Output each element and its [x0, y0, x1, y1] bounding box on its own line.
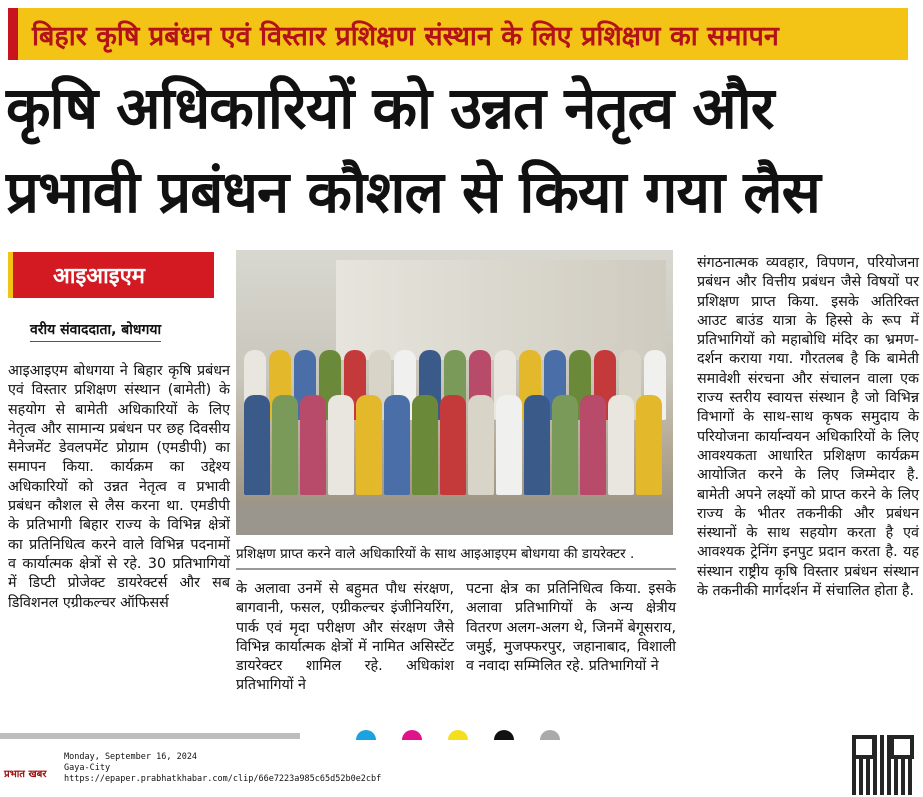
- cyan-mark: [356, 730, 376, 740]
- publisher-logo: प्रभात खबर: [4, 769, 47, 780]
- person-figure: [524, 395, 550, 495]
- section-tag: आइआइएम: [8, 252, 214, 298]
- print-bar: [0, 733, 300, 739]
- headline: [6, 66, 918, 234]
- black-mark: [494, 730, 514, 740]
- person-figure: [496, 395, 522, 495]
- headline-line-1: कृषि अधिकारियों को उन्नत नेतृत्व और: [6, 74, 774, 142]
- building: [336, 260, 666, 360]
- article-column-4: संगठनात्मक व्यवहार, विपणन, परियोजना प्रबंधन और वित्तीय प्रबंधन जैसे विषयों पर प्रशिक्षण प्राप्त किया. इसके अतिरिक्त आउट बाउंड यात्रा के हिस्से के रूप में प्रतिभागियों को महाबोधि मंदिर का भ्रमण-दर्शन कराया गया. गौरतलब है कि बामेती समावेशी संरचना और संचालन वाला एक राज्य स्तरीय स्वायत्त संस्थान है जो विभिन्न विभागों के साथ-साथ कृषक समुदाय के परियोजना कार्यान्वयन अधिकारियों के लिए आवश्यकता आधारित प्रशिक्षण कार्यक्रम आयोजित करने के लिए जिम्मेदार है. बामेती अपने लक्ष्यों को प्राप्त करने के लिए राज्य के भीतर तकनीकी और प्रबंधन संस्थानों के साथ सहयोग करता है एवं आवश्यक ट्रेनिंग इनपुट प्रदान करता है. यह संस्थान राष्ट्रीय कृषि विस्तार प्रबंधन संस्थान के तकनीकी मार्गदर्शन में संचालित होता है.: [697, 255, 919, 600]
- footer-info: [64, 752, 381, 785]
- person-figure: [328, 395, 354, 495]
- person-figure: [552, 395, 578, 495]
- people-group: [236, 350, 673, 510]
- footer-date: Monday, September 16, 2024: [64, 752, 198, 762]
- headline-line-2: प्रभावी प्रबंधन कौशल से किया गया लैस: [6, 158, 820, 226]
- group-photo: [236, 250, 673, 535]
- magenta-mark: [402, 730, 422, 740]
- byline: वरीय संवाददाता, बोधगया: [30, 320, 161, 342]
- photo-caption: प्रशिक्षण प्राप्त करने वाले अधिकारियों के साथ आइआइएम बोधगया की डायरेक्टर .: [236, 544, 676, 570]
- qr-code[interactable]: [852, 735, 914, 795]
- person-figure: [356, 395, 382, 495]
- article-column-1: आइआइएम बोधगया ने बिहार कृषि प्रबंधन एवं विस्तार प्रशिक्षण संस्थान (बामेती) के सहयोग से बामेती अधिकारियों के लिए नेतृत्व और सामान्य प्रबंधन पर छह दिवसीय मैनेजमेंट डेवलपमेंट प्रोग्राम (एमडीपी) का समापन किया. कार्यक्रम का उद्देश्य अधिकारियों को उन्नत नेतृत्व व प्रभावी प्रबंधन कौशल से लैस करना था. एमडीपी के प्रतिभागी बिहार राज्य के विभिन्न क्षेत्रों का प्रतिनिधित्व करने वाले विभिन्न पदनामों व कार्यात्मक क्षेत्रों से रहे. 30 प्रतिभागियों में डिप्टी प्रोजेक्ट डायरेक्टर्स और सब डिविशनल एग्रीकल्चर ऑफिसर्स: [8, 363, 230, 611]
- kicker-text: बिहार कृषि प्रबंधन एवं विस्तार प्रशिक्षण संस्थान के लिए प्रशिक्षण का समापन: [32, 20, 779, 52]
- footer-edition: Gaya-City: [64, 763, 111, 773]
- person-figure: [272, 395, 298, 495]
- person-figure: [468, 395, 494, 495]
- kicker-band: [8, 8, 908, 60]
- person-figure: [636, 395, 662, 495]
- yellow-mark: [448, 730, 468, 740]
- gray-mark: [540, 730, 560, 740]
- article-column-3: पटना क्षेत्र का प्रतिनिधित्व किया. इसके अलावा प्रतिभागियों के अन्य क्षेत्रीय वितरण अलग-अलग थे, जिनमें बेगूसराय, जमुई, मुजफ्फरपुर, जहानाबाद, विशाली व नवादा सम्मिलित रहे. प्रतिभागियों ने: [466, 581, 676, 675]
- person-figure: [412, 395, 438, 495]
- footer-url[interactable]: https://epaper.prabhatkhabar.com/clip/66e7223a985c65d52b0e2cbf: [64, 774, 382, 784]
- floor: [236, 505, 673, 535]
- person-figure: [244, 395, 270, 495]
- person-figure: [580, 395, 606, 495]
- article-column-2: के अलावा उनमें से बहुमत पौध संरक्षण, बागवानी, फसल, एग्रीकल्चर इंजीनियरिंग, पार्क एवं मृदा परीक्षण और संरक्षण जैसे विभिन्न कार्यात्मक क्षेत्रों में नामित असिस्टेंट डायरेक्टर शामिल रहे. अधिकांश प्रतिभागियों ने: [236, 581, 454, 694]
- person-figure: [384, 395, 410, 495]
- person-figure: [300, 395, 326, 495]
- person-figure: [608, 395, 634, 495]
- person-figure: [440, 395, 466, 495]
